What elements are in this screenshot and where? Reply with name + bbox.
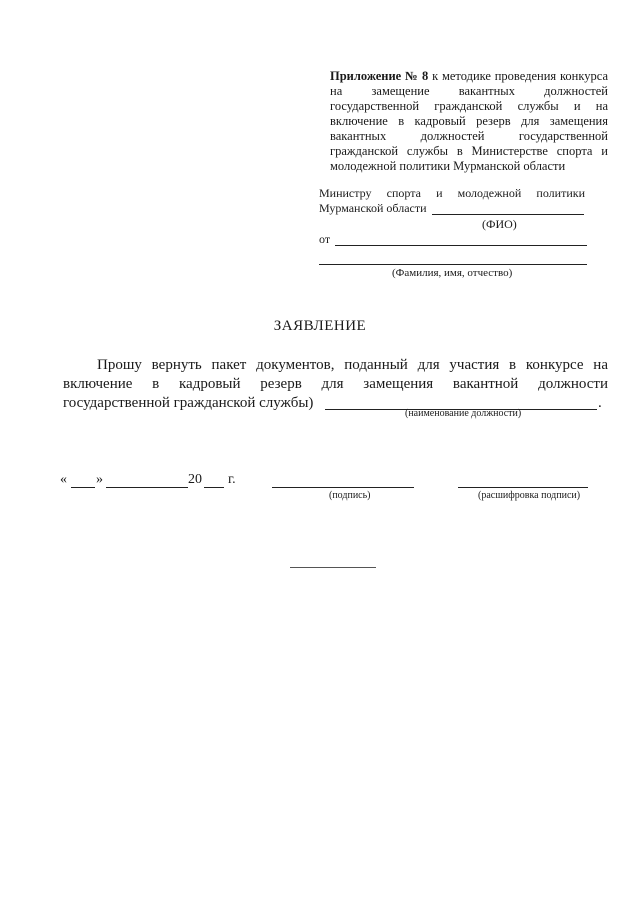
fio-caption: (ФИО) — [482, 217, 517, 231]
fullname-caption: (Фамилия, имя, отчество) — [392, 267, 513, 279]
date-month-line — [106, 487, 188, 488]
addressee-line2: Мурманской области — [319, 201, 427, 215]
signature-caption: (подпись) — [329, 490, 371, 501]
closing-divider — [290, 567, 376, 568]
fio-field-line — [432, 214, 584, 215]
fullname-field-line — [319, 264, 587, 265]
date-quote-open: « — [60, 472, 67, 487]
body-line-2: включение в кадровый резерв для замещения вакантной должности — [63, 376, 608, 392]
date-year-suffix: г. — [228, 472, 236, 487]
date-day-line — [71, 487, 95, 488]
appendix-number: Приложение № 8 — [330, 69, 429, 83]
addressee-line1: Министру спорта и молодежной политики — [319, 186, 585, 200]
document-title: ЗАЯВЛЕНИЕ — [273, 318, 367, 334]
date-year-prefix: 20 — [188, 472, 202, 487]
appendix-text: к методике проведения конкурса на замещение вакантных должностей государственной гражданской службы и на включение в кадровый резерв для замещения вакантных должностей государственной гражданской службы в Министерстве спорта и молодежной политики Мурманской области — [330, 69, 608, 173]
decode-caption: (расшифровка подписи) — [478, 490, 581, 501]
body-line-1: Прошу вернуть пакет документов, поданный для участия в конкурсе на — [97, 357, 608, 373]
appendix-note — [330, 69, 608, 174]
decode-line — [458, 487, 588, 488]
from-field-line — [335, 245, 587, 246]
position-caption: (наименование должности) — [405, 408, 522, 419]
from-label: от — [319, 232, 331, 246]
body-line-3-text: государственной гражданской службы) — [63, 395, 314, 411]
date-quote-close: » — [96, 472, 103, 487]
statement-body — [63, 356, 608, 413]
body-line-3-end: . — [598, 395, 602, 411]
date-year-line — [204, 487, 224, 488]
signature-line — [272, 487, 414, 488]
body-line-3 — [63, 394, 608, 413]
